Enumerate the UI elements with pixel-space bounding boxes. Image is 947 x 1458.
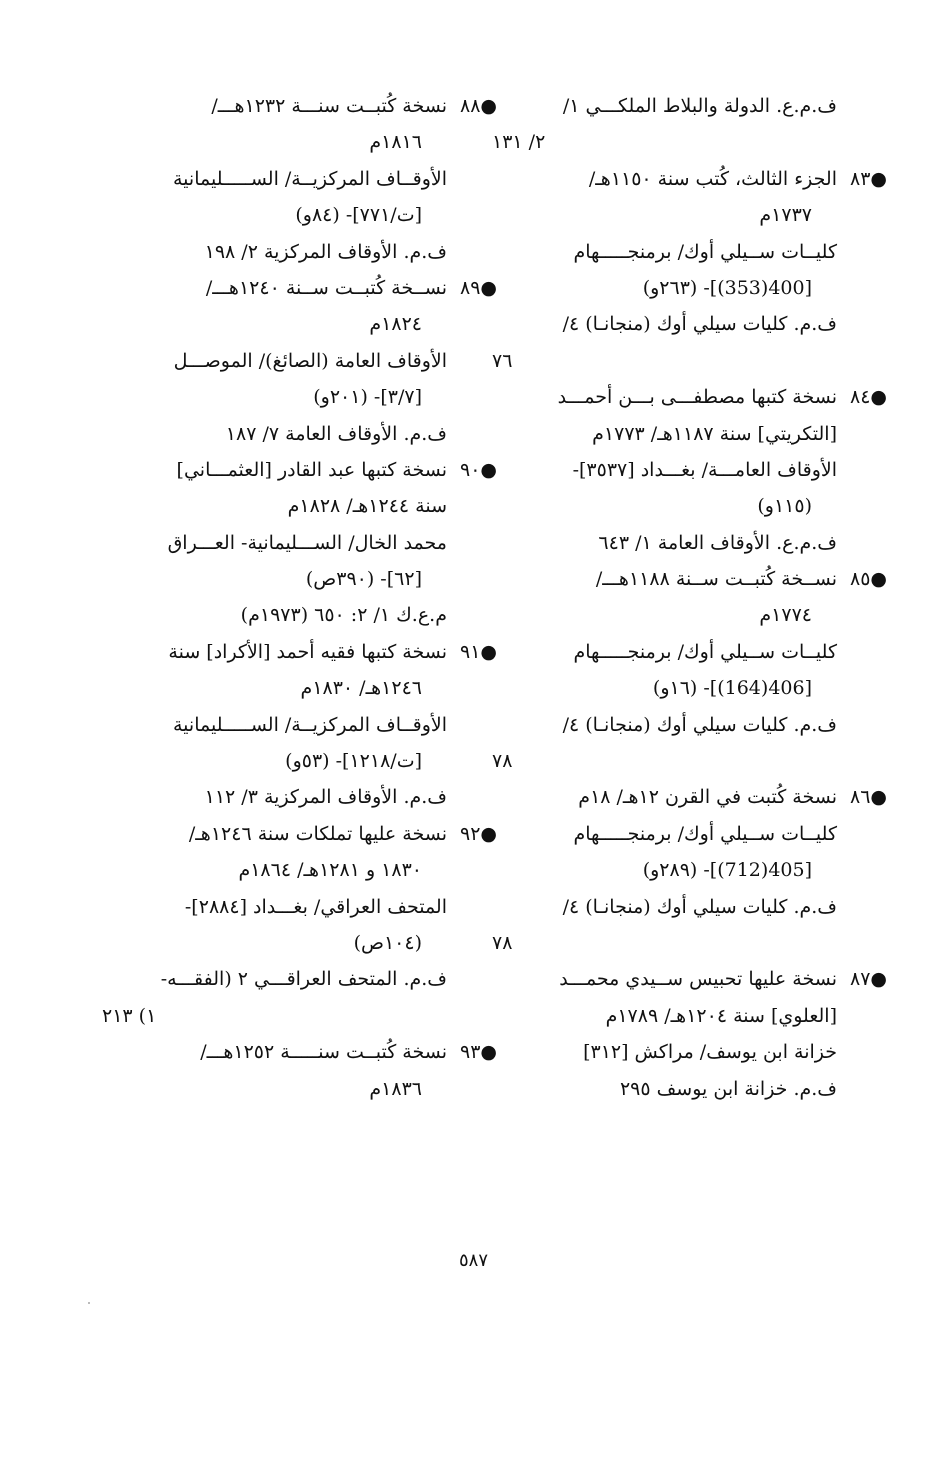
entry-text: نسخة كتبها فقيه أحمد [الأكراد] سنة	[168, 640, 447, 663]
line-text: ف.م.ع. الأوقاف العامة ١/ ٦٤٣	[598, 531, 837, 554]
left-text-line	[102, 743, 447, 779]
right-text-line	[492, 124, 837, 160]
left-entry-line	[102, 634, 497, 670]
line-text: (١١٥و)	[757, 495, 812, 518]
right-text-line	[492, 1071, 837, 1107]
line-text: ١) ٢١٣	[102, 1004, 157, 1027]
entry-number: ●٨٦	[849, 786, 887, 809]
right-text-line	[492, 852, 837, 888]
entry-number: ●٨٧	[849, 968, 887, 991]
line-text: [العلوي] سنة ١٢٠٤هـ/ ١٧٨٩م	[605, 1004, 837, 1027]
right-entry-line	[492, 379, 887, 415]
left-text-line	[102, 597, 447, 633]
line-text: الأوقاف العامـــة/ بغـــداد [٣٥٣٧]-	[572, 458, 837, 481]
line-text: ٧٨	[492, 931, 513, 954]
right-column	[492, 88, 887, 1107]
right-text-line	[492, 197, 837, 233]
left-text-line	[102, 707, 447, 743]
line-text: كليــات ســيلي أوك/ برمنجـــــهام	[573, 822, 837, 845]
line-text: المتحف العراقي/ بغـــداد [٢٨٨٤]-	[184, 895, 447, 918]
left-entry-line	[102, 88, 497, 124]
line-text: كليــات ســيلي أوك/ برمنجـــــهام	[573, 640, 837, 663]
left-text-line	[102, 779, 447, 815]
right-entry-line	[492, 961, 887, 997]
line-text: ف.م. المتحف العراقـــي ٢ (الفقـــه-	[160, 968, 447, 991]
right-text-line	[492, 416, 837, 452]
left-text-line	[102, 161, 447, 197]
line-text: الأوقــاف المركزيــة/ الســـــليمانية	[173, 167, 447, 190]
right-text-line	[492, 998, 837, 1034]
entry-number: ●٨٤	[849, 386, 887, 409]
right-text-line	[492, 452, 837, 488]
line-text: [405(712)]- (٢٨٩و)	[642, 859, 812, 882]
line-text: (١٠٤ص)	[353, 931, 422, 954]
right-entry-line	[492, 561, 887, 597]
line-text: الأوقــاف المركزيــة/ الســـــليمانية	[173, 713, 447, 736]
left-entry-line	[102, 1034, 497, 1070]
line-text: ف.م. كليات سيلي أوك (منجانـا) ٤/	[562, 713, 837, 736]
entry-text: نســخة كُتبــت ســنة ١٢٤٠هـــ/	[205, 276, 447, 299]
entry-number: ●٨٥	[849, 568, 887, 591]
right-text-line	[492, 343, 837, 379]
left-text-line	[102, 889, 447, 925]
entry-text: نسخة كُتبت في القرن ١٢هـ/ ١٨م	[578, 786, 837, 809]
line-text: [ت/٧٧١]- (٨٤و)	[295, 204, 422, 227]
right-text-line	[492, 816, 837, 852]
entry-number: ●٨٣	[849, 167, 887, 190]
left-text-line	[102, 1071, 447, 1107]
entry-number: ●٩٢	[459, 822, 497, 845]
right-text-line	[492, 597, 837, 633]
entry-number: ●٨٨	[459, 95, 497, 117]
left-text-line	[102, 525, 447, 561]
line-text: [406(164)]- (١٦و)	[652, 677, 812, 700]
entry-text: نسخة كُتبــت سنـــــة ١٢٥٢هـــ/	[200, 1041, 447, 1064]
right-text-line	[492, 306, 837, 342]
left-text-line	[102, 488, 447, 524]
line-text: ف.م. الأوقاف العامة ٧/ ١٨٧	[225, 422, 447, 445]
right-text-line	[492, 889, 837, 925]
left-text-line	[102, 925, 447, 961]
line-text: كليــات ســيلي أوك/ برمنجـــــهام	[573, 240, 837, 263]
right-entry-line	[492, 779, 887, 815]
line-text: محمد الخال/ الســـليمانية- العـــراق	[167, 531, 447, 554]
left-text-line	[102, 343, 447, 379]
page-number: ٥٨٧	[458, 1250, 488, 1271]
line-text: ١٢٤٦هـ/ ١٨٣٠م	[300, 677, 422, 700]
left-text-line	[102, 998, 447, 1034]
line-text: [ت/١٢١٨]- (٥٣و)	[285, 750, 422, 773]
line-text: [٣/٧]- (٢٠١و)	[313, 386, 422, 409]
left-text-line	[102, 306, 447, 342]
line-text: ١٨٣٦م	[369, 1077, 422, 1100]
right-text-line	[492, 925, 837, 961]
line-text: ١٨١٦م	[369, 131, 422, 154]
line-text: [400(353)]- (٢٦٣و)	[642, 276, 812, 299]
line-text: سنة ١٢٤٤هـ/ ١٨٢٨م	[287, 495, 447, 518]
left-column	[102, 88, 497, 1107]
left-entry-line	[102, 452, 497, 488]
right-text-line	[492, 488, 837, 524]
entry-text: نسخة كتبها عبد القادر [العثمـــاني]	[176, 458, 447, 481]
left-text-line	[102, 379, 447, 415]
right-text-line	[492, 634, 837, 670]
left-entry-line	[102, 270, 497, 306]
right-text-line	[492, 525, 837, 561]
right-text-line	[492, 88, 837, 124]
entry-text: نسخة عليها تملكات سنة ١٢٤٦هـ/	[188, 822, 447, 845]
right-text-line	[492, 234, 837, 270]
left-text-line	[102, 234, 447, 270]
line-text: ٢/ ١٣١	[492, 131, 546, 154]
line-text: ف.م. كليات سيلي أوك (منجانـا) ٤/	[562, 313, 837, 336]
line-text: ف.م.ع. الدولة والبلاط الملكـــي ١/	[562, 95, 837, 117]
line-text: ١٧٣٧م	[759, 204, 812, 227]
entry-number: ●٨٩	[459, 276, 497, 299]
left-entry-line	[102, 816, 497, 852]
line-text: الأوقاف العامة (الصائغ)/ الموصـــل	[173, 349, 447, 372]
left-text-line	[102, 197, 447, 233]
line-text: ١٨٢٤م	[369, 313, 422, 336]
right-text-line	[492, 270, 837, 306]
line-text: ف.م. الأوقاف المركزية ٣/ ١١٢	[204, 786, 447, 809]
right-text-line	[492, 743, 837, 779]
right-text-line	[492, 707, 837, 743]
entry-number: ●٩٠	[459, 458, 497, 481]
left-text-line	[102, 670, 447, 706]
left-text-line	[102, 561, 447, 597]
entry-number: ●٩٣	[459, 1041, 497, 1064]
line-text: م.ع.ك ١/ ٢: ٦٥٠ (١٩٧٣م)	[240, 604, 447, 627]
entry-text: نسخة عليها تحبيس ســيدي محمـــد	[559, 968, 837, 991]
scan-speck	[88, 1302, 90, 1304]
line-text: [التكريتي] سنة ١١٨٧هـ/ ١٧٧٣م	[592, 422, 837, 445]
line-text: ف.م. خزانة ابن يوسف ٢٩٥	[619, 1077, 837, 1100]
left-text-line	[102, 416, 447, 452]
right-entry-line	[492, 161, 887, 197]
line-text: ٧٨	[492, 750, 513, 773]
right-text-line	[492, 1034, 837, 1070]
left-text-line	[102, 852, 447, 888]
entry-text: نسخة كُتبــت سنـــة ١٢٣٢هـــ/	[211, 95, 447, 117]
left-text-line	[102, 124, 447, 160]
line-text: خزانة ابن يوسف/ مراكش [٣١٢]	[583, 1041, 837, 1064]
line-text: ١٨٣٠ و ١٢٨١هـ/ ١٨٦٤م	[238, 859, 422, 882]
entry-text: الجزء الثالث، كُتب سنة ١١٥٠هـ/	[588, 167, 837, 190]
right-text-line	[492, 670, 837, 706]
line-text: ١٧٧٤م	[759, 604, 812, 627]
line-text: ف.م. كليات سيلي أوك (منجانـا) ٤/	[562, 895, 837, 918]
entry-text: نســخة كُتبــت ســنة ١١٨٨هـــ/	[595, 568, 837, 591]
line-text: ف.م. الأوقاف المركزية ٢/ ١٩٨	[204, 240, 447, 263]
line-text: ٧٦	[492, 349, 513, 372]
left-text-line	[102, 961, 447, 997]
line-text: [٦٢]- (٣٩٠ص)	[305, 568, 422, 591]
entry-number: ●٩١	[459, 640, 497, 663]
entry-text: نسخة كتبها مصطفـــى بـــن أحمـــد	[557, 386, 837, 409]
